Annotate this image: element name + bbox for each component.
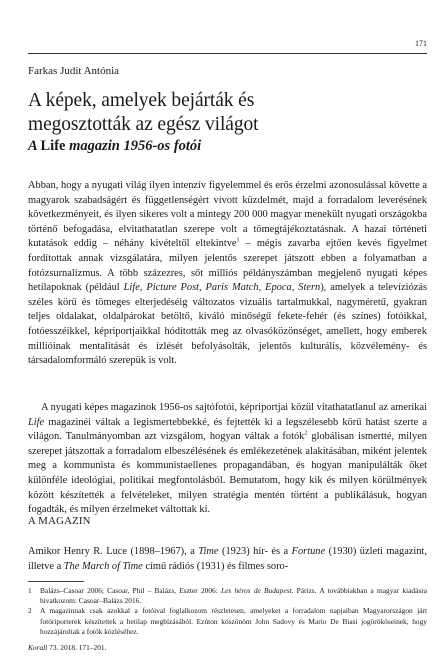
p1-text-a: Abban, hogy a nyugati világ ilyen intenzív figyelemmel és erős érzelmi azonosulással követte a magyarok szabadságért és függetlenségért vívott küzdelmét, majd a forradalom leverésének következményeit, és ilyen sikeres volt a mintegy 200 000 magyar menekült nyugati országokba történő befogadása, elvitathatatlan szerepe volt a tömegtájékoztatásnak. A hazai történeti kutatások eddig – néhány kivételtől eltekintve bbox=[28, 180, 427, 250]
author-name: Farkas Judit Antónia bbox=[28, 65, 120, 77]
p3-text-c: (1930) üzleti magazint, illetve a bbox=[28, 546, 427, 572]
p1-magazine-list: Life, Picture Post, Paris Match, Epoca, Stern bbox=[123, 282, 321, 294]
article-subtitle bbox=[28, 137, 428, 155]
fn1-text-b: . Párizs. A továbbiakban a magyar kiadásra hivatkozom: Casoar–Balázs 2016. bbox=[40, 586, 427, 606]
footnote-2 bbox=[28, 606, 427, 637]
journal-issue: 73. 2018. 171–201. bbox=[47, 643, 107, 652]
subtitle-life: Life bbox=[40, 138, 66, 154]
p3-text-b: (1923) hír- és a bbox=[218, 546, 292, 557]
p3-time: Time bbox=[198, 546, 219, 557]
footnote-1 bbox=[28, 586, 427, 606]
p3-text-d: című rádiós (1931) és filmes soro- bbox=[142, 560, 289, 572]
subtitle-rest: magazin 1956-os fotói bbox=[65, 138, 202, 154]
title-line-1: A képek, amelyek bejárták és bbox=[28, 90, 255, 111]
footnotes bbox=[28, 586, 427, 637]
p2-text-c: globálisan ismertté, milyen szerepet játszottak a forradalom elbeszélésének és emlékezetének alakításában, miként jelentek meg a kommunista és kommunistaellenes propagandában, és hogyan manipulálták őket különféle ideológiai, politikai megfontolásból. Bemutatom, hogy kik és milyen körülmények között készítették a felvételeket, milyen stratégia mentén történt a publikálásuk, hogyan fogadták, és milyen érzelmeket váltottak ki. bbox=[28, 431, 427, 516]
p2-text-b: magazinéi váltak a legismertebbekké, és fejtették ki a legszélesebb körű hatást szerte a világon. Tanulmányomban azt vizsgálom, hogyan váltak a fotók bbox=[28, 416, 427, 443]
paragraph-2 bbox=[28, 401, 427, 518]
footnote-1-text bbox=[40, 586, 427, 606]
article-title bbox=[28, 89, 428, 137]
title-line-2: megosztották az egész világot bbox=[28, 114, 259, 135]
journal-citation bbox=[28, 643, 106, 652]
section-heading: A MAGAZIN bbox=[28, 515, 91, 527]
p3-fortune: Fortune bbox=[291, 546, 326, 557]
p3-march-of-time: The March of Time bbox=[63, 560, 143, 572]
subtitle-prefix: A bbox=[28, 138, 41, 154]
footnote-ref-2: 2 bbox=[304, 430, 308, 437]
p1-text-c: ), amelyek a televíziózás széles körű és tömeges elterjedéséig változatos vizuális tartalmukkal, nagyméretű, gyakran teljes oldalakat, oldalpárokat betöltő, kiváló minőségű fekete-fehér (és színes) fotóikkal, fotóesszéikkel, képriportjaikkal hódították meg az olvasóközönséget, amellett, hogy emberek millióinak mentalitását és ízlését befolyásolták, jelentős kulturális, közvélemény- és társadalomformáló szerepük is volt. bbox=[28, 282, 427, 367]
fn1-book-title: Les héros de Budapest bbox=[221, 586, 292, 595]
p2-life: Life bbox=[28, 416, 45, 428]
paragraph-3 bbox=[28, 545, 427, 574]
footnote-1-number: 1 bbox=[28, 586, 32, 595]
footnote-2-text: A magazinnak csak azokkal a fotóival foglalkozom részletesen, amelyeket a forradalom napjaiban Magyarországon járt fotóriporterek készítettek a hetilap megbízásából. Ezúton köszönöm John Sadovy és Mario De Biasi jogörököseinek, hogy hozzájárultak a fotók közléséhez. bbox=[40, 606, 427, 636]
footnote-ref-1: 1 bbox=[236, 237, 240, 244]
p1-text-b: – mégis zavarba ejtően kevés figyelmet fordítottak annak vizsgálatára, milyen jelentős szerepet játszott ebben a folyamatban a fotózsurnalizmus. A több százezres, sőt milliós példányszámban megjelenő nyugati képes hetilapoknak (például bbox=[28, 238, 427, 294]
p3-text-a: Amikor Henry R. Luce (1898–1967), a bbox=[28, 546, 199, 557]
journal-name: Korall bbox=[28, 643, 48, 652]
p2-text-a: A nyugati képes magazinok 1956-os sajtófotói, képriportjai közül vitathatatlanul az amerikai bbox=[41, 402, 427, 413]
header-rule bbox=[28, 53, 427, 54]
page-number: 171 bbox=[415, 39, 427, 48]
paragraph-1 bbox=[28, 179, 427, 369]
footnote-rule bbox=[28, 581, 84, 582]
footnote-2-number: 2 bbox=[28, 606, 32, 616]
fn1-text-a: Balázs–Casoar 2006; Casoar, Phil – Balázs, Eszter 2006: bbox=[40, 586, 221, 595]
